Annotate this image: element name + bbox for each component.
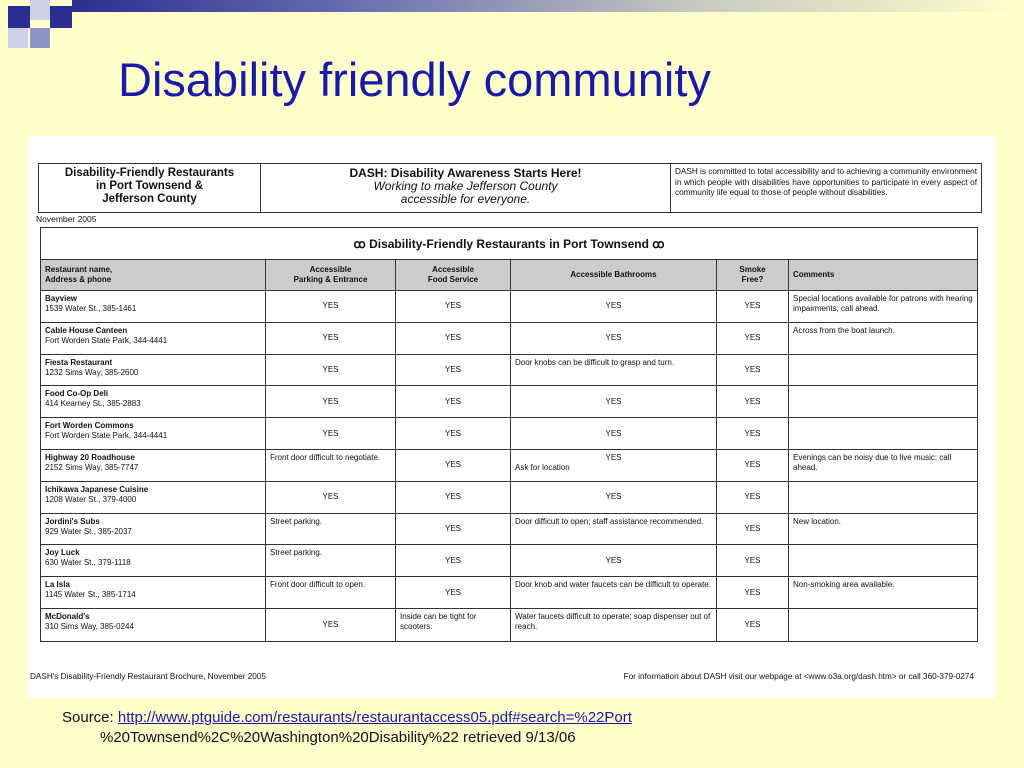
restaurant-address: Fort Worden State Park, 344-4441 — [45, 431, 168, 441]
table-row — [41, 545, 977, 577]
header-mission: DASH is committed to total accessibility and to achieving a community environment in which people with disabilities have opportunities to participate in every aspect of community life equal to those of people without disabilities. — [675, 167, 977, 197]
col-header-smoke: Smoke Free? — [717, 260, 789, 290]
smoke-cell: YES — [717, 577, 789, 608]
comments-cell: Across from the boat launch. — [793, 325, 895, 335]
header-left: Disability-Friendly Restaurants in Port Townsend & Jefferson County — [39, 164, 261, 212]
col-header-food: Accessible Food Service — [396, 260, 511, 290]
header-middle: DASH: Disability Awareness Starts Here! Working to make Jefferson County accessible for everyone. — [261, 164, 671, 212]
bathroom-cell — [511, 450, 717, 481]
smoke-cell: YES — [717, 545, 789, 576]
col-header-bathrooms: Accessible Bathrooms — [511, 260, 717, 290]
restaurant-cell — [41, 545, 266, 576]
restaurant-name: Ichikawa Japanese Cuisine — [45, 484, 149, 494]
restaurant-name: Cable House Canteen — [45, 325, 128, 335]
restaurant-address: 929 Water St., 385-2037 — [45, 526, 132, 536]
restaurant-cell — [41, 577, 266, 608]
parking-cell: Front door difficult to open. — [266, 577, 396, 608]
restaurant-table — [40, 227, 978, 642]
smoke-cell: YES — [717, 514, 789, 545]
restaurant-name: Highway 20 Roadhouse — [45, 452, 135, 462]
table-row — [41, 323, 977, 355]
bathroom-cell: Door knob and water faucets can be difficult to operate. — [511, 577, 717, 608]
table-row — [41, 577, 977, 609]
parking-cell: Street parking. — [266, 514, 396, 545]
restaurant-name: Bayview — [45, 294, 78, 303]
food-cell: YES — [396, 355, 511, 386]
bathroom-cell: YES — [511, 545, 717, 576]
table-row — [41, 514, 977, 546]
food-cell: YES — [396, 577, 511, 608]
comments-cell — [789, 386, 977, 417]
parking-cell: YES — [266, 386, 396, 417]
bathroom-cell: YES — [511, 323, 717, 354]
bathroom-cell: Water faucets difficult to operate; soap dispenser out of reach. — [511, 609, 717, 641]
table-body — [41, 291, 977, 641]
bathroom-cell: YES — [511, 291, 717, 322]
restaurant-name: Fiesta Restaurant — [45, 357, 113, 367]
food-cell: YES — [396, 482, 511, 513]
document-header — [38, 163, 982, 213]
bathroom-cell: Door difficult to open; staff assistance recommended. — [511, 514, 717, 545]
parking-cell: Front door difficult to negotiate. — [266, 450, 396, 481]
bathroom-cell-note: Ask for location — [515, 462, 570, 472]
footer-right: For information about DASH visit our webpage at <www.o3a.org/dash.htm> or call 360-379-0274 — [623, 672, 974, 681]
restaurant-name: Fort Worden Commons — [45, 421, 134, 431]
parking-cell: YES — [266, 355, 396, 386]
table-row — [41, 418, 977, 450]
comments-cell — [789, 418, 977, 449]
smoke-cell: YES — [717, 355, 789, 386]
bathroom-cell: Door knobs can be difficult to grasp and turn. — [511, 355, 717, 386]
table-row — [41, 450, 977, 482]
col-header-comments: Comments — [793, 270, 835, 279]
comments-cell — [789, 545, 977, 576]
food-cell: YES — [396, 450, 511, 481]
comments-cell: New location. — [793, 516, 842, 526]
restaurant-cell — [41, 482, 266, 513]
restaurant-address: 1539 Water St., 385-1461 — [45, 304, 137, 313]
restaurant-address: 1145 Water St., 385-1714 — [45, 590, 136, 600]
parking-cell: YES — [266, 291, 396, 322]
restaurant-cell — [41, 386, 266, 417]
slide-title: Disability friendly community — [118, 53, 711, 106]
ornament-icon: ꝏ — [652, 237, 665, 251]
restaurant-address: 1208 Water St., 379-4000 — [45, 494, 137, 504]
restaurant-cell — [41, 323, 266, 354]
source-line-2: %20Townsend%2C%20Washington%20Disability%22 retrieved 9/13/06 — [100, 729, 576, 746]
col-header-parking: Accessible Parking & Entrance — [266, 260, 396, 290]
parking-cell: YES — [266, 609, 396, 641]
restaurant-address: 2152 Sims Way, 385-7747 — [45, 462, 139, 472]
restaurant-cell — [41, 609, 266, 641]
restaurant-address: Fort Worden State Park, 344-4441 — [45, 335, 168, 345]
smoke-cell: YES — [717, 323, 789, 354]
restaurant-cell — [41, 514, 266, 545]
table-title: ꝏ Disability-Friendly Restaurants in Port Townsend ꝏ — [41, 228, 977, 260]
col-header-name: Restaurant name, Address & phone — [41, 260, 266, 290]
comments-cell — [789, 355, 977, 386]
restaurant-name: Jordini's Subs — [45, 516, 100, 526]
bathroom-cell: YES — [511, 386, 717, 417]
document-image — [28, 136, 996, 698]
table-header-row — [41, 260, 977, 291]
source-label: Source: — [62, 709, 114, 726]
parking-cell: YES — [266, 323, 396, 354]
source-citation — [62, 708, 632, 748]
restaurant-name: La Isla — [45, 580, 70, 590]
table-row — [41, 355, 977, 387]
table-row — [41, 291, 977, 323]
food-cell: YES — [396, 514, 511, 545]
food-cell: YES — [396, 386, 511, 417]
restaurant-address: 414 Kearney St., 385-2883 — [45, 399, 141, 409]
comments-cell: Non-smoking area available. — [793, 580, 895, 590]
restaurant-address: 1232 Sims Way, 385-2600 — [45, 367, 139, 377]
smoke-cell: YES — [717, 450, 789, 481]
bathroom-cell-value: YES — [605, 452, 622, 462]
ornament-icon: ꝏ — [353, 237, 366, 251]
smoke-cell: YES — [717, 418, 789, 449]
bathroom-cell: YES — [511, 482, 717, 513]
food-cell: YES — [396, 291, 511, 322]
comments-cell — [789, 482, 977, 513]
comments-cell: Evenings can be noisy due to live music; call ahead. — [793, 452, 952, 472]
restaurant-name: Food Co-Op Deli — [45, 389, 109, 399]
source-link[interactable]: http://www.ptguide.com/restaurants/restaurantaccess05.pdf#search=%22Port — [117, 709, 632, 726]
food-cell: YES — [396, 323, 511, 354]
footer-left: DASH's Disability-Friendly Restaurant Brochure, November 2005 — [30, 672, 266, 681]
comments-cell — [789, 609, 977, 641]
restaurant-cell — [41, 355, 266, 386]
table-row — [41, 482, 977, 514]
decorative-header — [0, 0, 1024, 50]
table-row — [41, 609, 977, 641]
restaurant-address: 310 Sims Way, 385-0244 — [45, 621, 134, 631]
bathroom-cell: YES — [511, 418, 717, 449]
restaurant-cell — [41, 291, 266, 322]
smoke-cell: YES — [717, 482, 789, 513]
document-date: November 2005 — [36, 214, 97, 224]
parking-cell: YES — [266, 418, 396, 449]
parking-cell: YES — [266, 482, 396, 513]
restaurant-cell — [41, 450, 266, 481]
comments-cell: Special locations available for patrons with hearing impairments; call ahead. — [793, 294, 973, 313]
smoke-cell: YES — [717, 291, 789, 322]
food-cell: Inside can be tight for scooters. — [396, 609, 511, 641]
food-cell: YES — [396, 418, 511, 449]
restaurant-address: 630 Water St., 379-1118 — [45, 558, 131, 568]
restaurant-name: Joy Luck — [45, 548, 80, 558]
food-cell: YES — [396, 545, 511, 576]
restaurant-name: McDonald's — [45, 611, 90, 621]
smoke-cell: YES — [717, 386, 789, 417]
smoke-cell: YES — [717, 609, 789, 641]
table-row — [41, 386, 977, 418]
restaurant-cell — [41, 418, 266, 449]
parking-cell: Street parking. — [266, 545, 396, 576]
